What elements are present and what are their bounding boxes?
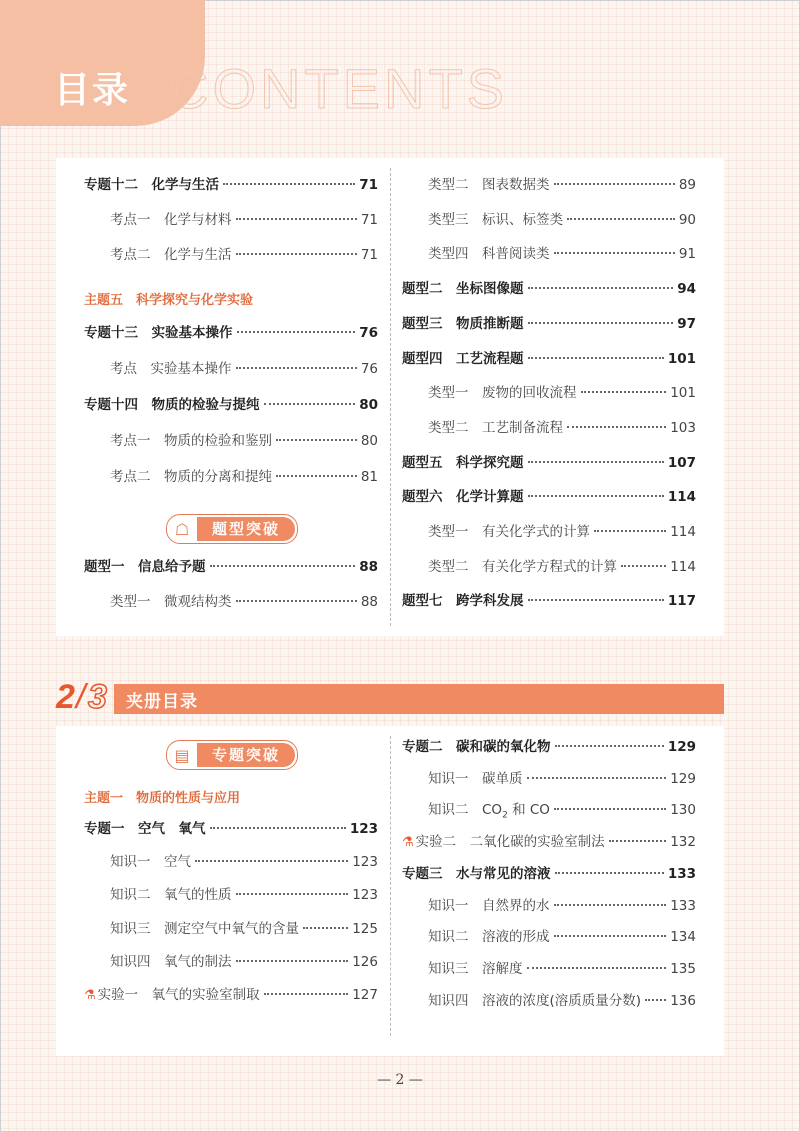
toc-entry-page: 117: [667, 593, 696, 610]
toc-entry-label: [110, 244, 232, 266]
toc-entry-label: [402, 278, 524, 300]
toc-entry-text: 类型一 有关化学式的计算: [428, 524, 590, 540]
toc-entry-text: 知识一 空气: [110, 854, 191, 871]
toc-entry-label: [428, 382, 577, 404]
toc-entry: [402, 831, 696, 853]
banner-title: 夹册目录: [126, 692, 198, 712]
toc-entry-page: 130: [670, 802, 696, 819]
toc-entry-text: 专题十四 物质的检验与提纯: [84, 397, 260, 413]
toc-entry-page: 91: [678, 246, 696, 263]
toc-entry-label: [402, 313, 524, 335]
toc-entry-label: [110, 466, 272, 488]
flask-icon: ⚗: [84, 988, 96, 1003]
toc-entry-text: 考点 实验基本操作: [110, 361, 232, 377]
toc-entry-text: 题型五 科学探究题: [402, 454, 524, 471]
theme5-heading: 主题五 科学探究与化学实验: [84, 293, 254, 308]
toc-entry: [428, 958, 696, 980]
toc-entry-label: [428, 895, 550, 917]
toc-entry-text: 知识三 测定空气中氧气的含量: [110, 920, 299, 937]
dot-leader: [554, 183, 675, 185]
dot-leader: [276, 439, 357, 441]
toc-entry-text: 知识四 氧气的制法: [110, 953, 232, 970]
toc-entry-page: 114: [670, 558, 696, 575]
toc-entry-page: 89: [678, 177, 696, 193]
dot-leader: [554, 808, 666, 810]
toc-entry: [428, 174, 696, 196]
toc-entry-label: [428, 990, 641, 1012]
toc-entry-text: 知识二 溶液的形成: [428, 929, 550, 946]
toc-entry: [428, 209, 696, 231]
toc-entry-page: 129: [670, 770, 696, 787]
toc-entry: [428, 895, 696, 917]
toc-entry-label: [84, 394, 260, 416]
dot-leader: [276, 475, 357, 477]
toc-entry-text: 考点一 物质的检验和鉴别: [110, 433, 272, 449]
dot-leader: [554, 904, 667, 906]
dot-leader: [236, 218, 357, 220]
toc-entry: [402, 486, 696, 508]
toc-entry: [110, 918, 378, 940]
toc-entry: [428, 382, 696, 404]
toc-entry-page: 123: [349, 821, 378, 837]
toc-entry-text: 题型二 坐标图像题: [402, 281, 524, 298]
toc-entry: [402, 278, 696, 300]
dot-leader: [567, 426, 666, 428]
toc-entry-label: [84, 556, 206, 578]
toc-entry-label: [402, 590, 524, 612]
dot-leader: [528, 357, 664, 359]
dot-leader: [264, 993, 349, 995]
toc-entry-label: [402, 452, 524, 474]
toc-entry-page: 76: [359, 325, 378, 341]
toc-entry-text: 实验二 二氧化碳的实验室制法: [415, 834, 605, 851]
toc-entry-text: 题型七 跨学科发展: [402, 593, 524, 610]
dot-leader: [236, 893, 349, 895]
toc-entry-label: [428, 209, 563, 231]
toc-entry-page: 127: [352, 987, 378, 1003]
banner-denominator: 3: [88, 678, 107, 716]
dot-leader: [223, 183, 355, 185]
dot-leader: [237, 331, 356, 333]
dot-leader: [528, 287, 674, 289]
toc-entry: [402, 313, 696, 335]
dot-leader: [528, 599, 664, 601]
toc-entry: [84, 322, 378, 344]
toc-entry: [402, 736, 696, 758]
banner-number: 2: [56, 678, 75, 716]
toc-entry: [84, 394, 378, 416]
toc-entry-label: [110, 430, 272, 452]
toc-entry-label: [428, 521, 590, 543]
toc-entry-page: 107: [667, 454, 696, 471]
flask-icon: ⚗: [402, 835, 414, 851]
toc-entry-page: 97: [677, 315, 696, 332]
toc-entry-page: 125: [352, 920, 378, 937]
dot-leader: [527, 777, 667, 779]
page-number: — 2 —: [377, 1072, 423, 1088]
building-icon: ☖: [167, 515, 197, 543]
toc-entry: [84, 818, 378, 840]
toc-entry-text: 知识二 氧气的性质: [110, 887, 232, 904]
toc-entry-label: [402, 486, 524, 508]
toc-entry: [428, 990, 696, 1012]
toc-entry-label: [84, 818, 206, 840]
toc-entry-text: 类型四 科普阅读类: [428, 246, 550, 263]
toc-entry-label: [98, 984, 260, 1006]
panel-2-divider: [390, 736, 391, 1036]
banner-slash: /: [76, 678, 86, 716]
toc-entry: [110, 951, 378, 973]
toc-entry: [428, 556, 696, 578]
toc-entry-page: 80: [360, 433, 378, 449]
toc-entry-text: 题型六 化学计算题: [402, 489, 524, 506]
toc-entry: [110, 884, 378, 906]
dot-leader: [303, 927, 348, 929]
toc-entry-text: 专题十二 化学与生活: [84, 177, 219, 193]
toc-entry-page: 129: [667, 739, 696, 755]
toc-entry-text: 知识三 溶解度: [428, 960, 523, 977]
formula-rest: 和 CO: [507, 802, 550, 819]
toc-entry: [428, 799, 696, 821]
toc-entry: [402, 348, 696, 370]
toc-entry-text: 题型三 物质推断题: [402, 315, 524, 332]
toc-entry-label: [428, 926, 550, 948]
toc-entry-text: 知识一 自然界的水: [428, 897, 550, 914]
toc-entry-page: 80: [359, 397, 378, 413]
formula-co2: CO: [482, 802, 503, 819]
toc-entry-label: [402, 348, 524, 370]
toc-entry-page: 123: [352, 887, 378, 904]
toc-entry-text: 专题十三 实验基本操作: [84, 325, 233, 341]
toc-entry-label: [416, 831, 605, 853]
toc-entry-page: 103: [670, 419, 696, 436]
toc-entry: [428, 417, 696, 439]
toc-entry-text: 题型一 信息给予题: [84, 559, 206, 575]
toc-entry-page: 132: [670, 834, 696, 851]
page-title: 目录: [54, 70, 131, 111]
dot-leader: [236, 367, 357, 369]
toc-entry-text: 专题三 水与常见的溶液: [402, 865, 551, 882]
toc-entry-page: 90: [678, 211, 696, 228]
formula-subscript: 2: [502, 811, 508, 822]
dot-leader: [581, 391, 667, 393]
toc-entry: [84, 174, 378, 196]
toc-entry: [110, 358, 378, 380]
dot-leader: [236, 253, 357, 255]
toc-entry-label: [428, 174, 550, 196]
toc-entry-label: [402, 863, 551, 885]
toc-entry-page: 71: [359, 177, 378, 193]
dot-leader: [645, 999, 666, 1001]
toc-entry-page: 71: [360, 247, 378, 263]
toc-entry-text: 考点二 物质的分离和提纯: [110, 469, 272, 485]
toc-entry-text: 类型一 废物的回收流程: [428, 385, 577, 402]
toc-entry: [110, 430, 378, 452]
toc-entry: [84, 984, 378, 1006]
pill-label: 题型突破: [197, 517, 295, 541]
toc-entry-label: [110, 851, 191, 873]
dot-leader: [528, 495, 664, 497]
toc-entry: [428, 926, 696, 948]
dot-leader: [527, 967, 667, 969]
toc-entry-page: 114: [667, 489, 696, 506]
toc-entry-text: 类型三 标识、标签类: [428, 211, 563, 228]
dot-leader: [528, 322, 674, 324]
toc-entry-page: 133: [667, 865, 696, 882]
toc-entry-text: 类型二 工艺制备流程: [428, 419, 563, 436]
toc-entry-label: [84, 322, 233, 344]
question-type-pill: [166, 514, 298, 544]
toc-entry-label: [402, 736, 551, 758]
toc-entry-text: 类型二 图表数据类: [428, 177, 550, 193]
toc-entry: [110, 209, 378, 231]
toc-entry-page: 94: [677, 281, 696, 298]
toc-entry-label: [110, 918, 299, 940]
toc-entry-text: 考点二 化学与生活: [110, 247, 232, 263]
toc-entry-label: [428, 799, 550, 827]
toc-entry: [110, 591, 378, 613]
toc-entry: [428, 243, 696, 265]
toc-entry: [402, 452, 696, 474]
theme1-heading: 主题一 物质的性质与应用: [84, 791, 241, 806]
dot-leader: [621, 565, 666, 567]
pill-label: 专题突破: [197, 743, 295, 767]
toc-entry-page: 88: [360, 594, 378, 610]
toc-entry-page: 101: [667, 350, 696, 367]
toc-entry-label: [428, 556, 617, 578]
toc-entry: [428, 521, 696, 543]
toc-entry-text: 知识四 溶液的浓度(溶质质量分数): [428, 992, 642, 1009]
dot-leader: [594, 530, 666, 532]
toc-entry-page: 136: [670, 992, 696, 1009]
toc-entry-label: [110, 591, 232, 613]
toc-entry-label: [428, 417, 563, 439]
dot-leader: [528, 461, 664, 463]
toc-entry: [428, 768, 696, 790]
toc-entry-text: 专题一 空气 氧气: [84, 821, 206, 837]
header-watermark: CONTENTS: [168, 57, 508, 120]
dot-leader: [236, 600, 357, 602]
dot-leader: [554, 252, 675, 254]
toc-entry-text: 类型二 有关化学方程式的计算: [428, 558, 617, 575]
toc-entry-label: [110, 884, 232, 906]
toc-entry: [402, 863, 696, 885]
toc-entry: [402, 590, 696, 612]
topic-breakthrough-pill: [166, 740, 298, 770]
toc-entry-text: 类型一 微观结构类: [110, 594, 232, 610]
toc-entry-label: [110, 209, 232, 231]
toc-entry-label: [428, 768, 523, 790]
toc-entry-text: 专题二 碳和碳的氧化物: [402, 739, 551, 755]
toc-entry-text: 题型四 工艺流程题: [402, 350, 524, 367]
toc-entry-label: [110, 951, 232, 973]
toc-entry-text: 知识一 碳单质: [428, 770, 523, 787]
dot-leader: [609, 840, 667, 842]
dot-leader: [195, 860, 348, 862]
dot-leader: [555, 745, 664, 747]
clipboard-icon: ▤: [167, 741, 197, 769]
toc-entry: [110, 466, 378, 488]
toc-entry-page: 123: [352, 854, 378, 871]
dot-leader: [210, 565, 356, 567]
toc-entry-label: [428, 243, 550, 265]
toc-entry-page: 135: [670, 960, 696, 977]
toc-entry-page: 76: [360, 361, 378, 377]
toc-entry-page: 101: [670, 385, 696, 402]
toc-entry-page: 81: [360, 469, 378, 485]
toc-entry-page: 133: [670, 897, 696, 914]
dot-leader: [554, 935, 667, 937]
dot-leader: [236, 960, 349, 962]
toc-entry-label: [84, 174, 219, 196]
toc-entry-label: [110, 358, 232, 380]
toc-entry-page: 134: [670, 929, 696, 946]
toc-entry: [84, 556, 378, 578]
appendix-banner: [56, 678, 724, 716]
toc-entry-page: 114: [670, 524, 696, 540]
toc-entry-label: [428, 958, 523, 980]
toc-entry-text: 考点一 化学与材料: [110, 212, 232, 228]
toc-entry-page: 71: [360, 212, 378, 228]
toc-entry-text: 实验一 氧气的实验室制取: [97, 987, 260, 1003]
banner-bar: [114, 684, 724, 714]
dot-leader: [555, 872, 664, 874]
dot-leader: [264, 403, 356, 405]
toc-entry: [110, 851, 378, 873]
panel-1-divider: [390, 168, 391, 626]
dot-leader: [567, 218, 675, 220]
toc-entry-text: 知识二: [428, 802, 482, 819]
dot-leader: [210, 827, 346, 829]
toc-entry-page: 88: [359, 559, 378, 575]
toc-entry: [110, 244, 378, 266]
toc-entry-page: 126: [352, 953, 378, 970]
